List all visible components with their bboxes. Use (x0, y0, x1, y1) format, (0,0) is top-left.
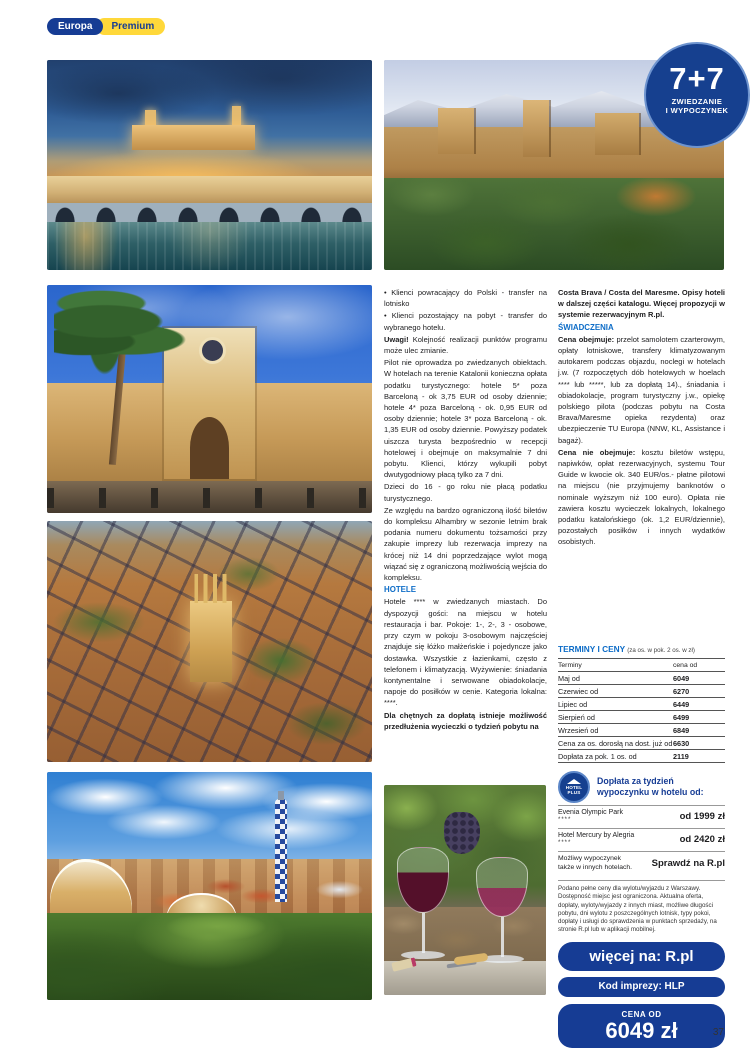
check-rpl-link[interactable]: Sprawdź na R.pl (651, 858, 725, 869)
row-label: Dopłata za pok. 1 os. od (558, 751, 637, 761)
hotel-row (558, 805, 725, 826)
bold-leadin: Cena obejmuje: (558, 334, 615, 344)
checkered-tower (275, 799, 287, 902)
page-number: 37 (712, 1027, 724, 1038)
paragraph: • Klienci pozostający na pobyt - transfer do wybranego hotelu. (384, 311, 547, 332)
premium-badge: Premium (96, 18, 165, 35)
row-label: Cena za os. dorosłą na dost. już od (558, 738, 673, 748)
hotele-heading: HOTELE (384, 585, 417, 595)
water-reflection-layer (47, 222, 372, 270)
more-on-rpl-button[interactable]: więcej na: R.pl (558, 942, 725, 971)
table-row (558, 672, 725, 685)
paragraph: Hotele **** w zwiedzanych miastach. Do dyspozycji gości: na miejscu w hotelu restauracja i bar. Pokoje: 1-, 2-, 3 - osobowe, przy czym w pokoju 3-osobowym najczęściej znajduje się łóżko małżeńskie i pojedyncze jako dostawka. Wszystkie z łazienkami, często z telefonem i klimatyzacją. Wyżywienie: śniadania kontynentalne i serwowane obiadokolacje, napoje do posiłków w cenie. Kategoria lokalna: ****. (384, 597, 547, 708)
paragraph (558, 447, 725, 548)
7plus7-line1: ZWIEDZANIE (671, 97, 723, 106)
paragraph: • Klienci powracający do Polski - transfer na lotnisko (384, 288, 547, 309)
paragraph: Pilot nie oprowadza po zwiedzanych obiektach. W hotelach na terenie Katalonii konieczna opłata podatku turystycznego: hotele 5* poza Barceloną - ok 3,75 EUR od osoby dziennie; hotele 4* poza Barceloną - ok. 0,95 EUR od osoby dziennie; hotele 3* poza Barceloną - ok. 1,35 EUR od osoby dziennie. Powyższy podatek uiszcza turysta bezpośrednio w recepcji hotelowej i obejmuje on maksymalnie 7 dni pobytu. Klienci, którzy wykupili pobyt dwutygodniowy płacą tylko za 7 dni. (384, 358, 547, 480)
table-header-row (558, 659, 725, 672)
fine-print: Podano pełne ceny dla wylotu/wyjazdu z Warszawy. Dostępność miejsc jest ograniczona. Aktualna oferta, dopłaty, wyloty/wyjazdy z innych miast, możliwe długości pobytu, dni wylotu z poszczególnych lotnisk, typy pokoi, dopłaty i usługi do sprawdzenia w punktach sprzedaży, na stronie R.pl lub w aplikacji mobilnej. (558, 880, 725, 935)
portal-arch (190, 417, 229, 479)
row-value: 6449 (673, 699, 690, 709)
hotel-plus-icon (558, 771, 590, 803)
price-from-button[interactable] (558, 1004, 725, 1048)
price-from-value: 6049 zł (605, 1017, 678, 1043)
table-row-single (558, 750, 725, 763)
paragraph (384, 334, 547, 356)
chain-posts-layer (47, 488, 372, 509)
hotel-price: od 2420 zł (679, 833, 725, 845)
category-badges (47, 18, 165, 35)
hotel-plus-heading: Dopłata za tydzień wypoczynku w hotelu od: (597, 776, 704, 797)
middle-text-column (384, 287, 547, 733)
sagrada-familia (190, 601, 232, 683)
row-label: Wrzesień od (558, 725, 599, 735)
row-value: 2119 (673, 751, 689, 761)
row-label: Lipiec od (558, 699, 588, 709)
row-label: Sierpień od (558, 712, 595, 722)
hotel-name-block (558, 832, 634, 846)
table-row (558, 698, 725, 711)
paragraph (558, 334, 725, 446)
glass-stem (501, 917, 504, 957)
hotel-price: od 1999 zł (679, 810, 725, 822)
house-roof-icon (567, 779, 581, 784)
paragraph: Dzieci do 16 - go roku nie płacą podatku turystycznego. (384, 482, 547, 503)
paragraph-text: przelot samolotem czarterowym, opłaty lotniskowe, transfery klimatyzowanym autokarem podczas objazdu, noclegi w hotelach j.w. (7 rozpoczętych dób hotelowych w hoelach **** lub *****, lub za dopłatą 14)., śniadania i obiadokolacje, program turystyczny j.w., opiekę polskiego pilota (podczas pobytu na Costa Brava/Maresme opieka rezydenta) oraz ubezpieczenie TU Europa (NNW, KL, Assistance i bagaż). (558, 334, 725, 445)
tower-cross (278, 791, 284, 800)
row-value: 6049 (673, 673, 690, 683)
7plus7-line2: I WYPOCZYNEK (665, 106, 729, 115)
sagrada-spires (192, 574, 231, 603)
photo-park-guell (47, 772, 372, 1000)
hotel-stars: **** (558, 840, 572, 846)
paragraph-text: kosztu biletów wstępu, napiwków, opłat rezerwacyjnych, systemu Tour Guide w kwocie ok. 340 EUR/os.- płatne pilotowi na miejscu (nie przyjmujemy banknotów o nominale wyższym niż 100 euro). Opłata nie zawiera kosztu wycieczek lokalnych, lokalnego podatku katalońskiego (ok. 1,2 EUR/dziennie), pozostałych posiłków i innych wydatków osobistych. (558, 447, 726, 547)
7plus7-number: 7+7 (669, 61, 725, 96)
photo-cordoba-bridge-night (47, 60, 372, 270)
right-text-column (558, 287, 725, 549)
hotel-stars: **** (558, 817, 572, 823)
row-value: 6270 (673, 686, 690, 696)
glass-bowl (476, 857, 528, 917)
photo-seville-cathedral (47, 285, 372, 513)
bold-leadin: Uwagi! (384, 334, 409, 344)
mosque-silhouette (132, 125, 256, 150)
hotel-name: Evenia Olympic Park (558, 809, 623, 816)
col-terminy: Terminy (558, 661, 582, 669)
hotel-plus-icon-text2: PLUS (567, 790, 581, 795)
table-row-dostawka (558, 737, 725, 750)
bridge-arches-layer (47, 194, 372, 221)
row-value: 6849 (673, 725, 690, 735)
prices-table (558, 658, 725, 763)
palm-canopy (54, 285, 223, 376)
hotel-plus-header (558, 771, 725, 803)
paragraph: Ze względu na bardzo ograniczoną ilość biletów do kompleksu Alhambry w sezonie letnim brak podania numeru dokumentu tożsamości przy zakupie imprezy lub rezerwacja imprezy na krócej niż 14 dni poprzedzające wylot mogą wiązać się z ograniczoną możliwością wejścia do kompleksu. (384, 505, 547, 583)
table-row (558, 685, 725, 698)
table-row (558, 711, 725, 724)
row-value: 6630 (673, 738, 690, 748)
col-cena-od: cena od (673, 661, 698, 669)
row-label: Maj od (558, 673, 580, 683)
hotel-plus-icon-text1: HOTEL (565, 785, 583, 790)
photo-barcelona-aerial-sagrada (47, 521, 372, 762)
glass-stem (422, 913, 425, 953)
hotel-name: Hotel Mercury by Alegria (558, 832, 635, 839)
paragraph-bold: Dla chętnych za dopłatą istnieje możliwość przedłużenia wycieczki o tydzień pobytu na (384, 710, 547, 731)
row-value: 6499 (673, 712, 690, 722)
paragraph-text: Kolejność realizacji punktów programu może ulec zmianie. (384, 334, 547, 356)
7plus7-roundel (644, 42, 750, 148)
glass-bowl (397, 847, 449, 913)
terminy-i-ceny-heading: TERMINY I CENY (558, 644, 626, 654)
prices-section (558, 644, 725, 1048)
photo-wine-glasses (384, 785, 546, 995)
bold-leadin: Cena nie obejmuje: (558, 447, 636, 457)
hotel-more-row (558, 851, 725, 875)
wine-glass-left (397, 847, 449, 959)
table-row (558, 724, 725, 737)
other-hotels-label: Możliwy wypoczynek także w innych hotelach. (558, 855, 633, 871)
europa-badge: Europa (47, 18, 103, 35)
swiadczenia-heading: ŚWIADCZENIA (558, 322, 614, 332)
wine-glass-right (476, 857, 528, 963)
tower-shape (595, 113, 639, 155)
trip-code-button[interactable]: Kod imprezy: HLP (558, 977, 725, 997)
hotel-name-block (558, 809, 623, 823)
row-label: Czerwiec od (558, 686, 599, 696)
paragraph-bold: Costa Brava / Costa del Maresme. Opisy hoteli w dalszej części katalogu. Więcej propozycji w systemie rezerwacyjnym R.pl. (558, 288, 725, 320)
tower-shape (438, 108, 474, 154)
garden-layer (47, 913, 372, 1000)
price-from-label: CENA OD (621, 1009, 662, 1019)
prices-note: (za os. w pok. 2 os. w zł) (627, 647, 695, 654)
prices-heading-row (558, 644, 725, 654)
tower-shape (523, 100, 549, 157)
treeline-layer (384, 178, 724, 270)
hotel-row (558, 828, 725, 849)
